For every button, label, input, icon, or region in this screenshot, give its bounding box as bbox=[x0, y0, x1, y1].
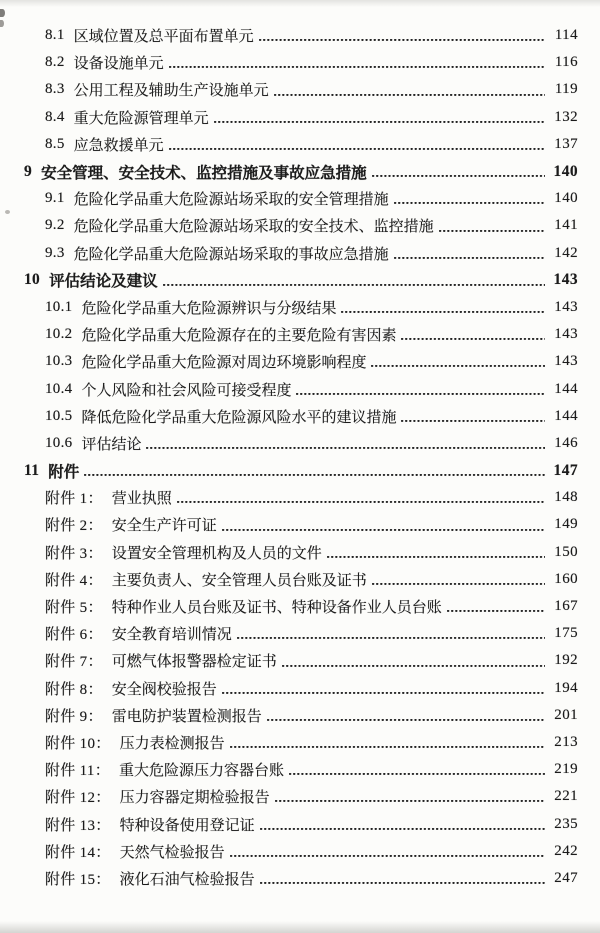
toc-entry-page: 143 bbox=[553, 271, 578, 289]
toc-entry-number: 附件 6： bbox=[45, 627, 103, 644]
toc-entry-title: 危险化学品重大危险源站场采取的事故应急措施 bbox=[73, 246, 389, 263]
toc-entry-title: 主要负责人、安全管理人员台账及证书 bbox=[111, 572, 367, 589]
toc-leader-dots bbox=[230, 845, 545, 857]
toc-entry bbox=[0, 675, 600, 702]
toc-entry bbox=[0, 430, 600, 457]
toc-entry-title: 安全阀校验报告 bbox=[111, 681, 217, 698]
toc-entry bbox=[0, 104, 600, 131]
toc-entry-title: 安全管理、安全技术、监控措施及事故应急措施 bbox=[41, 164, 367, 182]
toc-entry bbox=[0, 647, 600, 674]
toc-entry-number: 附件 2： bbox=[45, 518, 103, 535]
toc-entry bbox=[0, 783, 600, 810]
toc-entry-page: 175 bbox=[554, 625, 578, 642]
toc-entry-number: 附件 8： bbox=[45, 681, 103, 698]
toc-entry-page: 143 bbox=[554, 353, 578, 370]
scan-artifact bbox=[0, 9, 5, 17]
toc-entry bbox=[0, 756, 600, 783]
scan-edge-shadow-bottom bbox=[0, 921, 600, 933]
toc-entry bbox=[0, 702, 600, 729]
toc-entry-number: 9.1 bbox=[45, 190, 65, 207]
toc-leader-dots bbox=[214, 111, 545, 123]
toc-entry-number: 10 bbox=[24, 271, 41, 289]
toc-leader-dots bbox=[260, 872, 545, 884]
toc-entry bbox=[0, 810, 600, 837]
toc-entry-title: 危险化学品重大危险源站场采取的安全管理措施 bbox=[73, 192, 389, 209]
toc-entry-page: 219 bbox=[554, 761, 578, 778]
toc-entry bbox=[0, 375, 600, 402]
toc-leader-dots bbox=[237, 628, 545, 640]
toc-leader-dots bbox=[222, 519, 545, 531]
toc-entry-title: 危险化学品重大危险源对周边环境影响程度 bbox=[81, 355, 367, 372]
toc-entry-title: 危险化学品重大危险源存在的主要危险有害因素 bbox=[81, 328, 397, 345]
toc-entry bbox=[0, 729, 600, 756]
toc-entry bbox=[0, 321, 600, 348]
toc-entry-number: 10.3 bbox=[45, 353, 73, 370]
toc-entry-number: 8.3 bbox=[45, 81, 65, 98]
toc-leader-dots bbox=[222, 682, 545, 694]
toc-entry-number: 9.3 bbox=[45, 244, 65, 261]
toc-leader-dots bbox=[260, 818, 545, 830]
toc-entry-title: 安全生产许可证 bbox=[111, 518, 217, 535]
toc-entry-title: 个人风险和社会风险可接受程度 bbox=[81, 382, 292, 399]
toc-entry bbox=[0, 838, 600, 865]
toc-entry-title: 区域位置及总平面布置单元 bbox=[73, 29, 254, 46]
toc-leader-dots bbox=[289, 764, 545, 776]
toc-entry-page: 194 bbox=[554, 679, 578, 696]
toc-leader-dots bbox=[439, 220, 545, 232]
toc-entry-number: 附件 12： bbox=[45, 790, 111, 807]
toc-entry-page: 147 bbox=[553, 461, 578, 479]
toc-entry-page: 201 bbox=[554, 706, 578, 723]
toc-entry bbox=[0, 539, 600, 566]
toc-entry bbox=[0, 403, 600, 430]
toc-leader-dots bbox=[401, 410, 545, 422]
toc-entry-page: 141 bbox=[554, 217, 578, 234]
toc-leader-dots bbox=[394, 193, 545, 205]
toc-entry-title: 应急救援单元 bbox=[73, 137, 164, 154]
toc-entry bbox=[0, 49, 600, 76]
toc-leader-dots bbox=[163, 274, 545, 286]
toc-entry-title: 评估结论 bbox=[81, 436, 142, 453]
toc-entry-title: 液化石油气检验报告 bbox=[119, 871, 255, 888]
toc-leader-dots bbox=[371, 356, 545, 368]
toc-leader-dots bbox=[282, 655, 545, 667]
toc-leader-dots bbox=[146, 437, 545, 449]
toc-entry bbox=[0, 457, 600, 484]
toc-entry-page: 192 bbox=[554, 652, 578, 669]
toc-entry-number: 附件 5： bbox=[45, 600, 103, 617]
toc-entry bbox=[0, 511, 600, 538]
toc-entry-title: 天然气检验报告 bbox=[119, 844, 225, 861]
toc-leader-dots bbox=[274, 84, 545, 96]
toc-entry bbox=[0, 593, 600, 620]
toc-entry-title: 危险化学品重大危险源站场采取的安全技术、监控措施 bbox=[73, 219, 434, 236]
toc-leader-dots bbox=[447, 601, 545, 613]
toc-entry-number: 附件 10： bbox=[45, 735, 111, 752]
toc-entry-title: 公用工程及辅助生产设施单元 bbox=[73, 83, 269, 100]
scan-edge-shadow-top bbox=[0, 0, 600, 7]
toc-leader-dots bbox=[296, 383, 545, 395]
toc-entry bbox=[0, 212, 600, 239]
toc-leader-dots bbox=[275, 791, 545, 803]
toc-entry-number: 8.2 bbox=[45, 54, 65, 71]
toc-entry bbox=[0, 620, 600, 647]
toc-entry-page: 148 bbox=[554, 489, 578, 506]
toc-entry-page: 167 bbox=[554, 598, 578, 615]
toc-entry-page: 132 bbox=[554, 108, 578, 125]
toc-entry-page: 213 bbox=[554, 733, 578, 750]
toc-entry-title: 压力表检测报告 bbox=[119, 735, 225, 752]
toc-entry-page: 143 bbox=[554, 326, 578, 343]
toc-entry-number: 附件 4： bbox=[45, 572, 103, 589]
toc-entry bbox=[0, 76, 600, 103]
toc-entry-page: 143 bbox=[554, 298, 578, 315]
toc-leader-dots bbox=[169, 138, 545, 150]
toc-leader-dots bbox=[230, 736, 545, 748]
toc-entry bbox=[0, 158, 600, 185]
toc-entry-number: 8.5 bbox=[45, 135, 65, 152]
toc-entry-page: 142 bbox=[554, 244, 578, 261]
toc-entry-number: 9.2 bbox=[45, 217, 65, 234]
toc-entry-number: 附件 3： bbox=[45, 545, 103, 562]
toc-entry bbox=[0, 484, 600, 511]
toc-entry-number: 9 bbox=[24, 162, 33, 180]
toc-entry-number: 10.2 bbox=[45, 326, 73, 343]
toc-entry bbox=[0, 22, 600, 49]
toc-entry-page: 242 bbox=[554, 842, 578, 859]
toc-entry bbox=[0, 566, 600, 593]
toc-entry-number: 附件 14： bbox=[45, 844, 111, 861]
toc-entry bbox=[0, 267, 600, 294]
toc-entry-title: 评估结论及建议 bbox=[49, 273, 158, 291]
toc-entry-number: 10.1 bbox=[45, 298, 73, 315]
toc-entry-title: 特种设备使用登记证 bbox=[119, 817, 255, 834]
toc-leader-dots bbox=[267, 709, 545, 721]
toc-entry-number: 附件 7： bbox=[45, 654, 103, 671]
toc-entry-page: 116 bbox=[554, 54, 578, 71]
toc-entry bbox=[0, 865, 600, 892]
toc-leader-dots bbox=[372, 573, 545, 585]
toc-entry-page: 137 bbox=[554, 135, 578, 152]
toc-entry-number: 附件 15： bbox=[45, 871, 111, 888]
toc-entry-title: 危险化学品重大危险源辨识与分级结果 bbox=[81, 300, 337, 317]
toc-leader-dots bbox=[259, 30, 545, 42]
toc-entry-title: 雷电防护装置检测报告 bbox=[111, 708, 262, 725]
toc-entry-title: 压力容器定期检验报告 bbox=[119, 790, 270, 807]
toc-entry-page: 140 bbox=[553, 162, 578, 180]
toc-leader-dots bbox=[394, 247, 545, 259]
toc-entry bbox=[0, 348, 600, 375]
toc-entry-page: 247 bbox=[554, 869, 578, 886]
toc-leader-dots bbox=[341, 301, 545, 313]
toc-entry-number: 附件 13： bbox=[45, 817, 111, 834]
toc-entry-title: 降低危险化学品重大危险源风险水平的建议措施 bbox=[81, 409, 397, 426]
toc-leader-dots bbox=[169, 57, 545, 69]
toc-entry-title: 附件 bbox=[48, 463, 80, 481]
toc-entry-page: 140 bbox=[554, 190, 578, 207]
toc-leader-dots bbox=[372, 166, 545, 178]
toc-entry-page: 150 bbox=[554, 543, 578, 560]
toc-leader-dots bbox=[327, 546, 545, 558]
toc-entry-page: 221 bbox=[554, 788, 578, 805]
toc-entry-title: 重大危险源压力容器台账 bbox=[119, 763, 285, 780]
toc-entry-title: 安全教育培训情况 bbox=[111, 627, 232, 644]
toc-entry-title: 重大危险源管理单元 bbox=[73, 110, 209, 127]
toc-entry bbox=[0, 185, 600, 212]
toc-list bbox=[0, 22, 600, 892]
toc-entry-number: 附件 11： bbox=[45, 763, 110, 780]
toc-entry-number: 10.6 bbox=[45, 434, 73, 451]
toc-entry-page: 149 bbox=[554, 516, 578, 533]
toc-entry-title: 设置安全管理机构及人员的文件 bbox=[111, 545, 322, 562]
toc-entry-page: 114 bbox=[554, 27, 578, 44]
toc-entry-page: 144 bbox=[554, 380, 578, 397]
toc-entry-title: 可燃气体报警器检定证书 bbox=[111, 654, 277, 671]
toc-entry-title: 特种作业人员台账及证书、特种设备作业人员台账 bbox=[111, 600, 442, 617]
toc-entry-number: 附件 9： bbox=[45, 708, 103, 725]
toc-entry-page: 146 bbox=[554, 434, 578, 451]
toc-entry-number: 10.5 bbox=[45, 407, 73, 424]
toc-entry-number: 8.1 bbox=[45, 27, 65, 44]
toc-leader-dots bbox=[177, 492, 545, 504]
toc-entry bbox=[0, 131, 600, 158]
toc-entry-page: 144 bbox=[554, 407, 578, 424]
toc-entry-number: 附件 1： bbox=[45, 491, 103, 508]
toc-leader-dots bbox=[401, 329, 545, 341]
toc-entry bbox=[0, 294, 600, 321]
toc-leader-dots bbox=[84, 465, 545, 477]
toc-entry-page: 119 bbox=[554, 81, 578, 98]
toc-entry bbox=[0, 240, 600, 267]
toc-entry-page: 235 bbox=[554, 815, 578, 832]
toc-entry-number: 10.4 bbox=[45, 380, 73, 397]
toc-entry-number: 8.4 bbox=[45, 108, 65, 125]
toc-entry-page: 160 bbox=[554, 570, 578, 587]
toc-entry-title: 营业执照 bbox=[111, 491, 172, 508]
toc-entry-title: 设备设施单元 bbox=[73, 56, 164, 73]
toc-entry-number: 11 bbox=[24, 461, 40, 479]
